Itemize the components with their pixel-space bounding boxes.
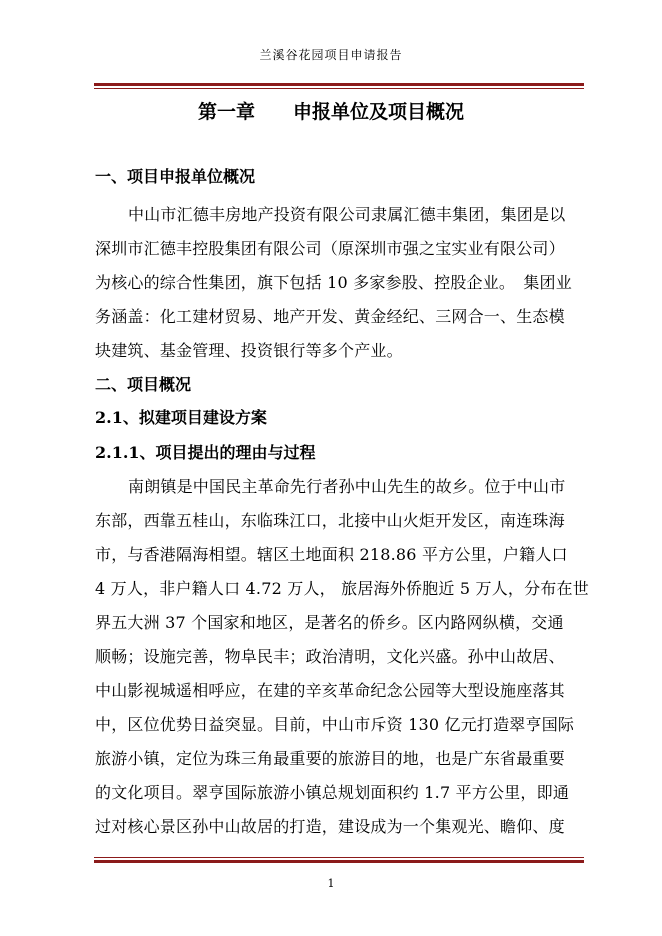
subsubsection-heading: 2.1.1、项目提出的理由与过程 xyxy=(95,443,316,462)
paragraph-line: 4 万人，非户籍人口 4.72 万人， 旅居海外侨胞近 5 万人，分布在世 xyxy=(95,579,589,598)
paragraph-line: 东部，西靠五桂山，东临珠江口，北接中山火炬开发区，南连珠海 xyxy=(95,511,565,530)
paragraph-line: 界五大洲 37 个国家和地区，是著名的侨乡。区内路网纵横，交通 xyxy=(95,613,564,632)
header-title: 兰溪谷花园项目申请报告 xyxy=(259,48,403,62)
chapter-title: 第一章 申报单位及项目概况 xyxy=(197,101,464,123)
page-number: 1 xyxy=(327,877,335,890)
paragraph-line: 中，区位优势日益突显。目前，中山市斥资 130 亿元打造翠亨国际 xyxy=(95,715,575,734)
footer-rule-thin xyxy=(94,857,584,858)
section1-heading: 一、项目申报单位概况 xyxy=(95,167,256,186)
paragraph-line: 中山市汇德丰房地产投资有限公司隶属汇德丰集团，集团是以 xyxy=(128,205,566,224)
paragraph-line: 块建筑、基金管理、投资银行等多个产业。 xyxy=(95,341,403,360)
paragraph-line: 南朗镇是中国民主革命先行者孙中山先生的故乡。位于中山市 xyxy=(128,477,566,496)
section2-heading: 二、项目概况 xyxy=(95,375,192,394)
paragraph-line: 为核心的综合性集团，旗下包括 10 多家参股、控股企业。 集团业 xyxy=(95,273,572,292)
header-rule-thin xyxy=(94,88,584,89)
paragraph-line: 务涵盖：化工建材贸易、地产开发、黄金经纪、三网合一、生态模 xyxy=(95,307,565,326)
paragraph-line: 顺畅；设施完善，物阜民丰；政治清明，文化兴盛。孙中山故居、 xyxy=(95,647,565,666)
paragraph-line: 中山影视城遥相呼应，在建的辛亥革命纪念公园等大型设施座落其 xyxy=(95,681,565,700)
paragraph-line: 深圳市汇德丰控股集团有限公司（原深圳市强之宝实业有限公司） xyxy=(95,239,565,258)
paragraph-line: 过对核心景区孙中山故居的打造，建设成为一个集观光、瞻仰、度 xyxy=(95,817,565,836)
paragraph-line: 旅游小镇，定位为珠三角最重要的旅游目的地，也是广东省最重要 xyxy=(95,749,565,768)
subsection-heading: 2.1、拟建项目建设方案 xyxy=(95,408,267,427)
paragraph-line: 市，与香港隔海相望。辖区土地面积 218.86 平方公里，户籍人口 xyxy=(95,545,568,564)
header-rule-thick xyxy=(94,83,584,86)
footer-rule-thick xyxy=(94,860,584,863)
paragraph-line: 的文化项目。翠亨国际旅游小镇总规划面积约 1.7 平方公里，即通 xyxy=(95,783,570,802)
